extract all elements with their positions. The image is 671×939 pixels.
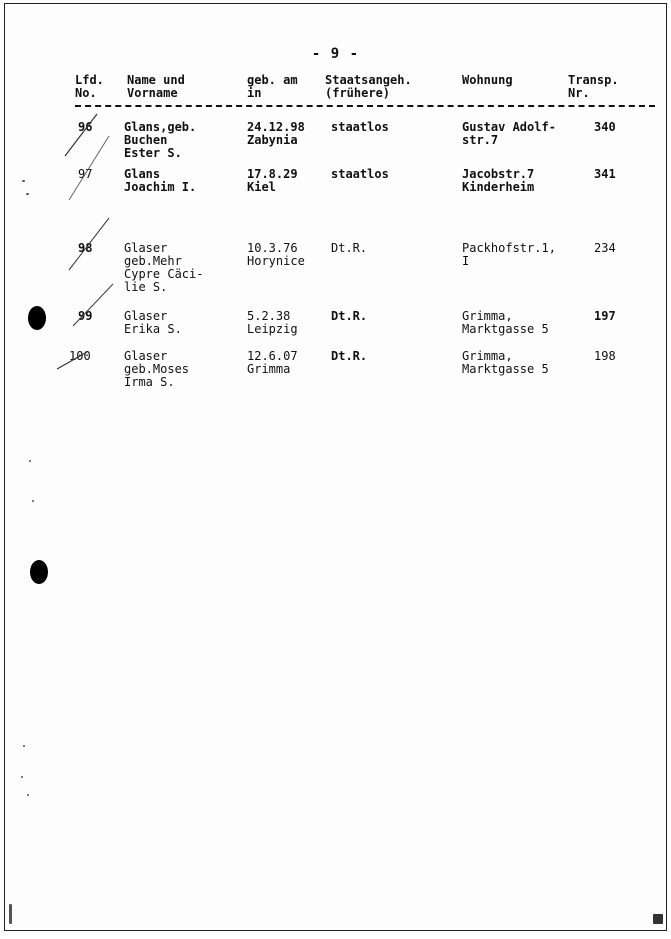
margin-speck xyxy=(32,500,34,502)
header-lfd-no: Lfd. No. xyxy=(75,73,104,100)
row-99-transp: 197 xyxy=(594,309,616,323)
row-99-wohnung: Grimma, Marktgasse 5 xyxy=(462,309,549,336)
row-98-name: Glaser geb.Mehr Cypre Cäci- lie S. xyxy=(124,241,204,294)
row-100-staats: Dt.R. xyxy=(331,349,368,363)
row-97-geb: 17.8.29 Kiel xyxy=(247,167,298,194)
margin-speck xyxy=(29,460,31,462)
row-96-name: Glans,geb. Buchen Ester S. xyxy=(124,120,197,160)
header-staats: Staatsangeh. (frühere) xyxy=(325,73,412,100)
row-98-geb: 10.3.76 Horynice xyxy=(247,241,305,268)
row-97-name: Glans Joachim I. xyxy=(124,167,197,194)
row-97-transp: 341 xyxy=(594,167,616,181)
margin-edge-shadow xyxy=(9,904,12,924)
row-98-staats: Dt.R. xyxy=(331,241,368,255)
row-97-wohnung: Jacobstr.7 Kinderheim xyxy=(462,167,535,194)
row-96-transp: 340 xyxy=(594,120,616,134)
row-99-no: 99 xyxy=(78,309,93,323)
row-96-staats: staatlos xyxy=(331,120,389,134)
row-98-transp: 234 xyxy=(594,241,616,255)
header-geb: geb. am in xyxy=(247,73,298,100)
margin-speck xyxy=(23,745,25,747)
margin-speck xyxy=(27,794,29,796)
header-divider xyxy=(75,105,655,107)
header-wohnung: Wohnung xyxy=(462,73,513,87)
header-transp: Transp. Nr. xyxy=(568,73,619,100)
row-100-transp: 198 xyxy=(594,349,616,363)
row-100-name: Glaser geb.Moses Irma S. xyxy=(124,349,190,389)
row-97-staats: staatlos xyxy=(331,167,389,181)
row-99-geb: 5.2.38 Leipzig xyxy=(247,309,298,336)
row-100-no: 100 xyxy=(69,349,91,363)
row-100-wohnung: Grimma, Marktgasse 5 xyxy=(462,349,549,376)
row-99-staats: Dt.R. xyxy=(331,309,368,323)
margin-speck xyxy=(22,180,25,182)
corner-fold xyxy=(653,914,663,924)
pen-check-marks xyxy=(5,4,667,931)
row-97-no: 97 xyxy=(78,167,93,181)
row-98-no: 98 xyxy=(78,241,93,255)
row-96-geb: 24.12.98 Zabynia xyxy=(247,120,305,147)
row-96-wohnung: Gustav Adolf- str.7 xyxy=(462,120,556,147)
margin-speck xyxy=(21,776,23,778)
row-98-wohnung: Packhofstr.1, I xyxy=(462,241,556,268)
row-96-no: 96 xyxy=(78,120,93,134)
punch-hole-top xyxy=(28,306,46,330)
header-name: Name und Vorname xyxy=(127,73,185,100)
punch-hole-bottom xyxy=(30,560,48,584)
document-page xyxy=(4,3,667,931)
margin-speck xyxy=(26,193,29,195)
row-100-geb: 12.6.07 Grimma xyxy=(247,349,298,376)
page-number: - 9 - xyxy=(311,46,360,62)
row-99-name: Glaser Erika S. xyxy=(124,309,182,336)
